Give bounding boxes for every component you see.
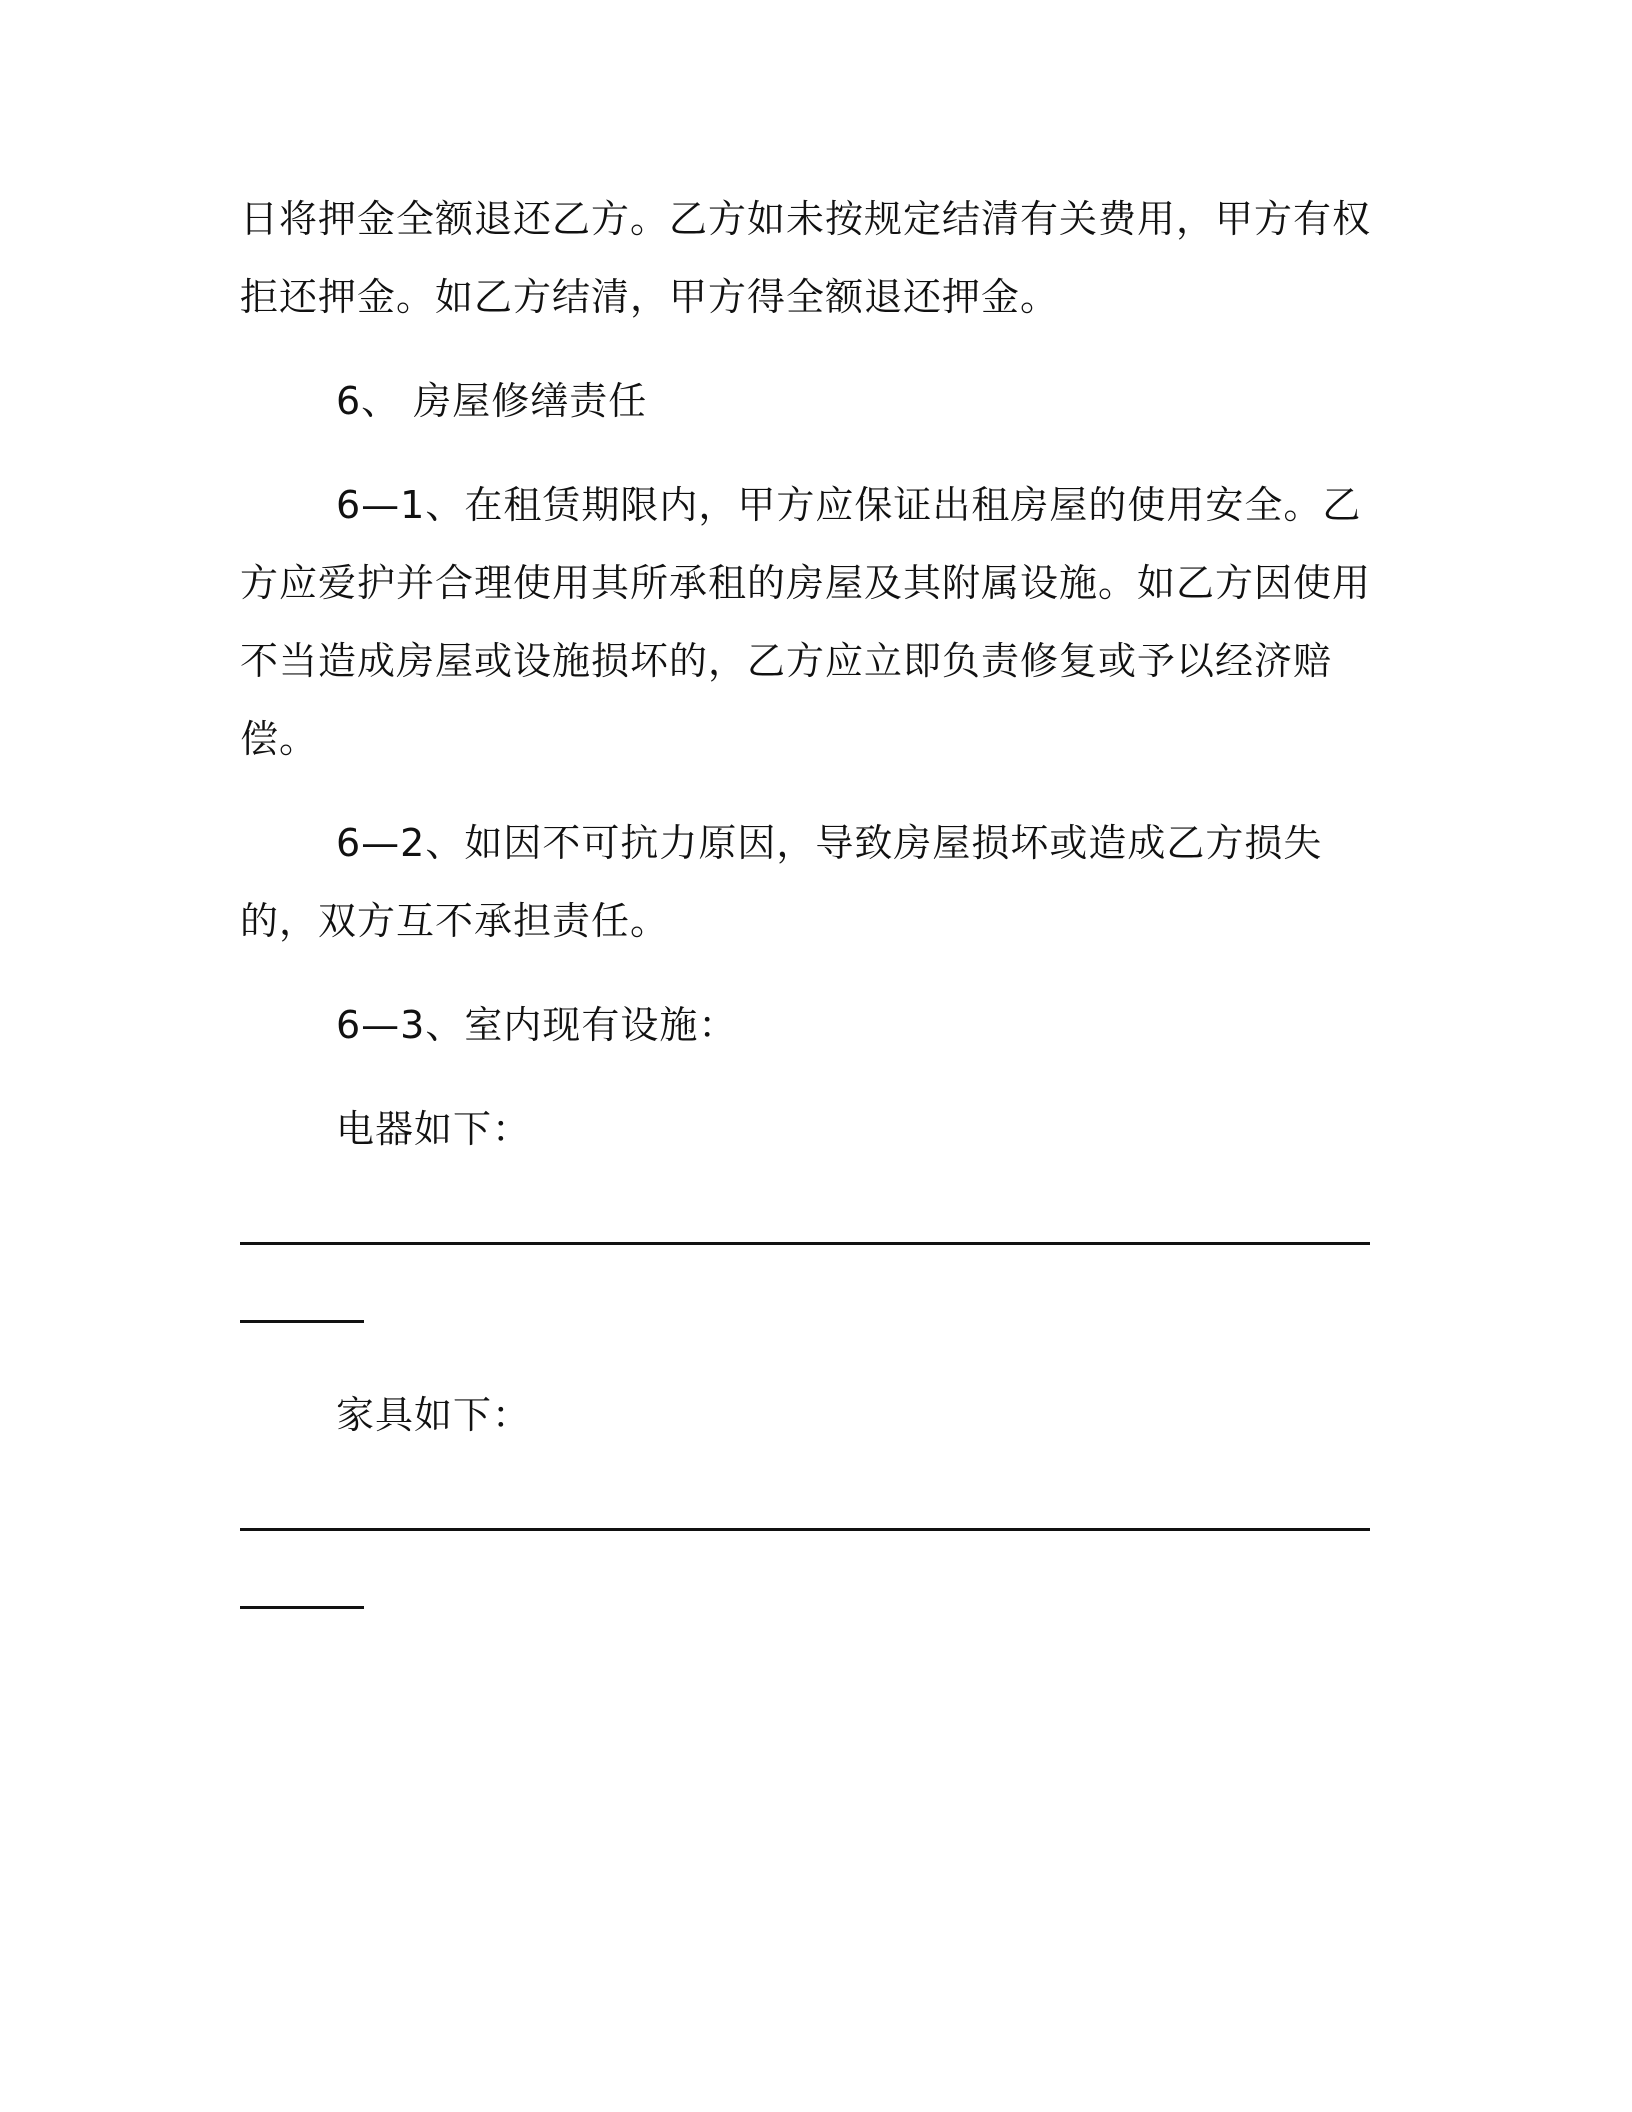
section-heading-repair-responsibility: 6、 房屋修缮责任: [336, 379, 648, 423]
furniture-label: 家具如下：: [336, 1393, 532, 1437]
document-body: [240, 180, 1400, 1662]
clause-6-1-paragraph: 6—1、在租赁期限内，甲方应保证出租房屋的使用安全。乙方应爱护并合理使用其所承租的房屋及其附属设施。如乙方因使用不当造成房屋或设施损坏的，乙方应立即负责修复或予以经济赔偿。: [240, 483, 1372, 761]
furniture-underline-short: [240, 1606, 364, 1609]
clause-6-2-paragraph: 6—2、如因不可抗力原因，导致房屋损坏或造成乙方损失的，双方互不承担责任。: [240, 821, 1323, 943]
appliances-label: 电器如下：: [336, 1107, 532, 1151]
furniture-blank-lines: [240, 1480, 1400, 1636]
appliances-blank-lines: [240, 1194, 1400, 1350]
furniture-blank-line-1: [240, 1480, 1400, 1558]
appliances-blank-line-1: [240, 1194, 1400, 1272]
appliances-underline-long: [240, 1242, 1370, 1245]
appliances-blank-line-2: [240, 1272, 1400, 1350]
deposit-refund-paragraph: 日将押金全额退还乙方。乙方如未按规定结清有关费用，甲方有权拒还押金。如乙方结清，甲方得全额退还押金。: [240, 197, 1372, 319]
furniture-blank-line-2: [240, 1558, 1400, 1636]
clause-6-3-paragraph: 6—3、室内现有设施：: [336, 1003, 738, 1047]
appliances-underline-short: [240, 1320, 364, 1323]
furniture-underline-long: [240, 1528, 1370, 1531]
